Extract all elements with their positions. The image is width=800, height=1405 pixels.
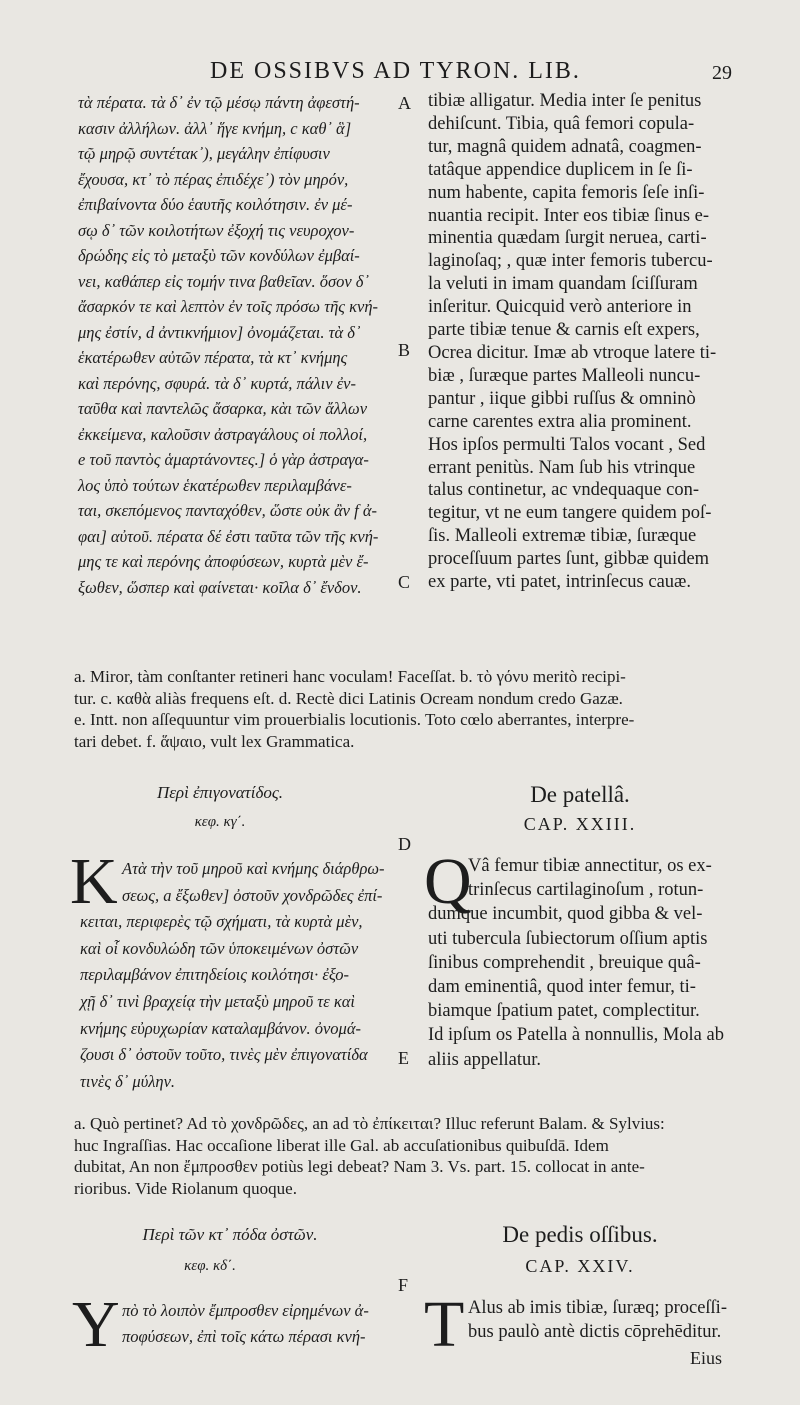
latin-line: ſis. Malleoli extremæ tibiæ, ſuræque — [428, 526, 697, 547]
greek-line: κνήμης εὐρυχωρίαν καταλαμβάνον. ὀνομά- — [80, 1018, 361, 1038]
latin-line: bus paulò antè dictis cōprehēditur. — [468, 1322, 722, 1342]
note-line: tur. c. καθὰ aliàs frequens eſt. d. Rectè dici Latinis Ocream nondum credo Gazæ. — [74, 688, 623, 708]
greek-chapter-title: Περὶ ἐπιγονατίδος. — [156, 783, 284, 802]
latin-line: Alus ab imis tibiæ, ſuræq; proceſſi- — [468, 1298, 727, 1318]
latin-line: Id ipſum os Patella à nonnullis, Mola ab — [428, 1025, 724, 1046]
greek-line: Ατὰ τὴν τοῦ μηροῦ καὶ κνήμης διάρθρω- — [122, 859, 385, 878]
latin-line: aliis appellatur. — [428, 1049, 542, 1070]
latin-line: carne carentes extra alia prominent. — [428, 411, 692, 432]
note-line: a. Quò pertinet? Ad τὸ χονδρῶδες, an ad τὸ ἐπίκειται? Illuc referunt Balam. & Sylvius: — [74, 1114, 665, 1133]
latin-line: ſinibus comprehendit , breuique quâ- — [428, 952, 701, 973]
latin-line: minentia quædam ſurgit neruea, carti- — [428, 228, 707, 249]
greek-line: ταῦθα καὶ παντελῶς ἄσαρκα, κὰι τῶν ἄλλων — [78, 399, 368, 418]
latin-line: dumque incumbit, quod gibba & vel- — [428, 904, 703, 925]
latin-chapter-number: CAP. XXIV. — [525, 1256, 635, 1276]
latin-line: dam eminentiâ, quod inter femur, ti- — [428, 977, 696, 998]
latin-line: biæ , ſuræque partes Malleoli nuncu- — [428, 365, 701, 386]
greek-line: σῳ δ᾽ τῶν κοιλοτήτων ἐξοχή τις νευροχον- — [78, 220, 355, 240]
latin-chapter-title: De patellâ. — [530, 782, 630, 807]
latin-line: inſeritur. Quicquid verò anteriore in — [428, 297, 692, 318]
greek-line: μης ἐστίν, d ἀντικνήμιον] ὀνομάζεται. τὰ δ᾽ — [78, 322, 361, 342]
note-line: a. Miror, tàm conſtanter retineri hanc voculam! Faceſſat. b. τὸ γόνυ meritò recipi- — [74, 667, 626, 686]
greek-line: νει, καθάπερ εἰς τομήν τινα βαθεῖαν. ὅσον δ᾽ — [78, 271, 369, 291]
footnotes-1 — [74, 666, 734, 752]
greek-dropcap: K — [70, 845, 118, 918]
greek-column-top — [78, 90, 398, 600]
latin-line: Hos ipſos permulti Talos vocant , Sed — [428, 434, 706, 455]
latin-line: tibiæ alligatur. Media inter ſe penitus — [428, 91, 702, 111]
latin-dropcap: Q — [424, 845, 472, 918]
greek-line: δρώδης εἰς τὸ μεταξὺ τῶν κονδύλων ἐμβαί- — [78, 246, 360, 265]
greek-line: ζουσι δ᾽ ὀστοῦν τοῦτο, τινὲς μὲν ἐπιγονατίδα — [80, 1045, 368, 1065]
greek-line: σεως, a ἔξωθεν] ὀστοῦν χονδρῶδες ἐπί- — [122, 885, 383, 905]
margin-letter-f: F — [398, 1275, 409, 1295]
greek-line: τῷ μηρῷ συντέτακ᾽), μεγάλην ἐπίφυσιν — [78, 144, 330, 163]
greek-line: ἑκατέρωθεν αὐτῶν πέρατα, τὰ κτ᾽ κνήμης — [78, 348, 348, 367]
latin-line: tur, magnâ quidem adnatâ, coagmen- — [428, 136, 702, 157]
latin-line: laginoſaq; , quæ inter femoris tubercu- — [428, 251, 713, 272]
latin-line: ex parte, vti patet, intrinſecus cauæ. — [428, 572, 692, 593]
latin-line: pantur , iique gibbi ruſſus & omninò — [428, 388, 696, 409]
greek-line: καὶ οἷ κονδυλώδη τῶν ὑποκειμένων ὀστῶν — [80, 938, 359, 958]
latin-line: trinſecus cartilaginoſum , rotun- — [468, 880, 704, 901]
running-title: DE OSSIBVS AD TYRON. LIB. — [210, 58, 581, 84]
latin-line: tatâque appendice duplicem in ſe ſi- — [428, 159, 693, 180]
greek-line: φαι] αὐτοῦ. πέρατα δέ ἐστι ταῦτα τῶν τῆς κνή- — [78, 526, 379, 546]
latin-line: Vâ femur tibiæ annectitur, os ex- — [468, 856, 712, 876]
margin-letter-d: D — [398, 834, 411, 854]
greek-line: λος ὑπὸ τούτων ἑκατέρωθεν περιλαμβάνε- — [78, 475, 352, 495]
margin-letter-b: B — [398, 340, 411, 360]
greek-line: ἐπιβαίνοντα δύο ἑαυτῆς κοιλότησιν. ἐν μέ- — [78, 195, 353, 214]
greek-line: καὶ περόνης, σφυρά. τὰ δ᾽ κυρτά, πάλιν ἐν- — [78, 373, 356, 393]
latin-dropcap: T — [424, 1288, 465, 1361]
page-number: 29 — [712, 62, 732, 84]
greek-line: πὸ τὸ λοιπὸν ἔμπροσθεν εἰρημένων ἀ- — [122, 1301, 369, 1320]
greek-dropcap: Y — [72, 1288, 120, 1361]
greek-line: ξωθεν, ὥσπερ καὶ φαίνεται· κοῖλα δ᾽ ἔνδον. — [78, 577, 362, 597]
note-line: tari debet. f. ἅψαιο, vult lex Grammatica. — [74, 731, 355, 751]
greek-chapter-number: κεφ. κγ΄. — [194, 814, 246, 830]
latin-line: la veluti in imam quandam ſciſſuram — [428, 274, 698, 295]
latin-line: Ocrea dicitur. Imæ ab vtroque latere ti- — [428, 342, 717, 363]
greek-line: περιλαμβάνον ἐπιτηδείοις κοιλότησι· ἐξο- — [80, 965, 349, 985]
greek-line: ποφύσεων, ἐπὶ τοῖς κάτω πέρασι κνή- — [122, 1327, 366, 1346]
greek-chapter-title: Περὶ τῶν κτ᾽ πόδα ὀστῶν. — [142, 1225, 318, 1244]
latin-line: talus continetur, ac vndequaque con- — [428, 480, 700, 501]
latin-chapter-number: CAP. XXIII. — [523, 814, 637, 834]
note-line: dubitat, An non ἔμπροσθεν potiùs legi debeat? Nam 3. Vs. part. 15. collocat in ante- — [74, 1157, 645, 1176]
greek-line: χῇ δ᾽ τινὶ βραχείᾳ τὴν μεταξὺ μηροῦ τε καὶ — [80, 991, 355, 1011]
greek-paragraph-24 — [80, 1298, 400, 1350]
catchword: Eius — [690, 1348, 723, 1368]
footnotes-2 — [74, 1113, 734, 1199]
latin-line: errant penitùs. Nam ſub his vtrinque — [428, 457, 696, 478]
greek-line: τινὲς δ᾽ μύλην. — [80, 1071, 176, 1091]
greek-line: ἄσαρκόν τε καὶ λεπτὸν ἐν τοῖς πρόσω τῆς κνή- — [78, 297, 379, 316]
greek-line: ἔχουσα, κτ᾽ τὸ πέρας ἐπιδέχε᾽) τὸν μηρόν, — [78, 169, 349, 189]
greek-chapter-number: κεφ. κδ΄. — [184, 1258, 236, 1274]
latin-line: parte tibiæ tenue & carnis eſt expers, — [428, 320, 700, 341]
latin-paragraph-24 — [428, 1296, 734, 1344]
margin-letter-c: C — [398, 572, 411, 592]
greek-line: κασιν ἀλλήλων. ἀλλ᾽ ἥγε κνήμη, c καθ᾽ ἃ] — [78, 118, 352, 138]
note-line: e. Intt. non aſſequuntur vim prouerbialis locutionis. Toto cœlo aberrantes, interpre- — [74, 710, 635, 729]
latin-line: uti tubercula ſubiectorum oſſium aptis — [428, 928, 708, 949]
latin-line: biamque ſpatium patet, complectitur. — [428, 1001, 700, 1022]
latin-line: dehiſcunt. Tibia, quâ femori copula- — [428, 113, 695, 134]
latin-paragraph-23 — [428, 854, 734, 1072]
latin-line: tegitur, vt ne eum tangere quidem poſ- — [428, 503, 712, 524]
note-line: huc Ingraſſias. Hac occaſione liberat ille Gal. ab accuſationibus quibuſdā. Idem — [74, 1135, 609, 1155]
greek-line: ἐκκείμενα, καλοῦσιν ἀστραγάλους οἱ πολλοί, — [78, 424, 368, 444]
greek-line: e τοῦ παντὸς ἁμαρτάνοντες.] ὁ γὰρ ἀστραγα- — [78, 450, 369, 469]
greek-paragraph-23 — [80, 856, 400, 1095]
latin-line: nuantia recipit. Inter eos tibiæ ſinus e- — [428, 205, 710, 226]
latin-column-top — [428, 90, 734, 594]
latin-line: proceſſuum partes ſunt, gibbæ quidem — [428, 549, 710, 570]
note-line: rioribus. Vide Riolanum quoque. — [74, 1178, 297, 1198]
greek-line: μης τε καὶ περόνης ἀποφύσεων, κυρτὰ μὲν ἔ- — [78, 552, 369, 571]
greek-line: κειται, περιφερὲς τῷ σχήματι, τὰ κυρτὰ μὲν, — [80, 912, 363, 932]
margin-letter-a: A — [398, 93, 411, 113]
greek-line: ται, σκεπόμενος πανταχόθεν, ὥστε οὐκ ἂν f ἀ- — [78, 501, 377, 520]
latin-line: num habente, capita femoris ſeſe inſi- — [428, 182, 705, 203]
greek-line: τὰ πέρατα. τὰ δ᾽ ἐν τῷ μέσῳ πάντη ἀφεστή- — [78, 93, 360, 112]
margin-letter-e: E — [398, 1048, 409, 1068]
latin-chapter-title: De pedis oſſibus. — [502, 1222, 658, 1247]
